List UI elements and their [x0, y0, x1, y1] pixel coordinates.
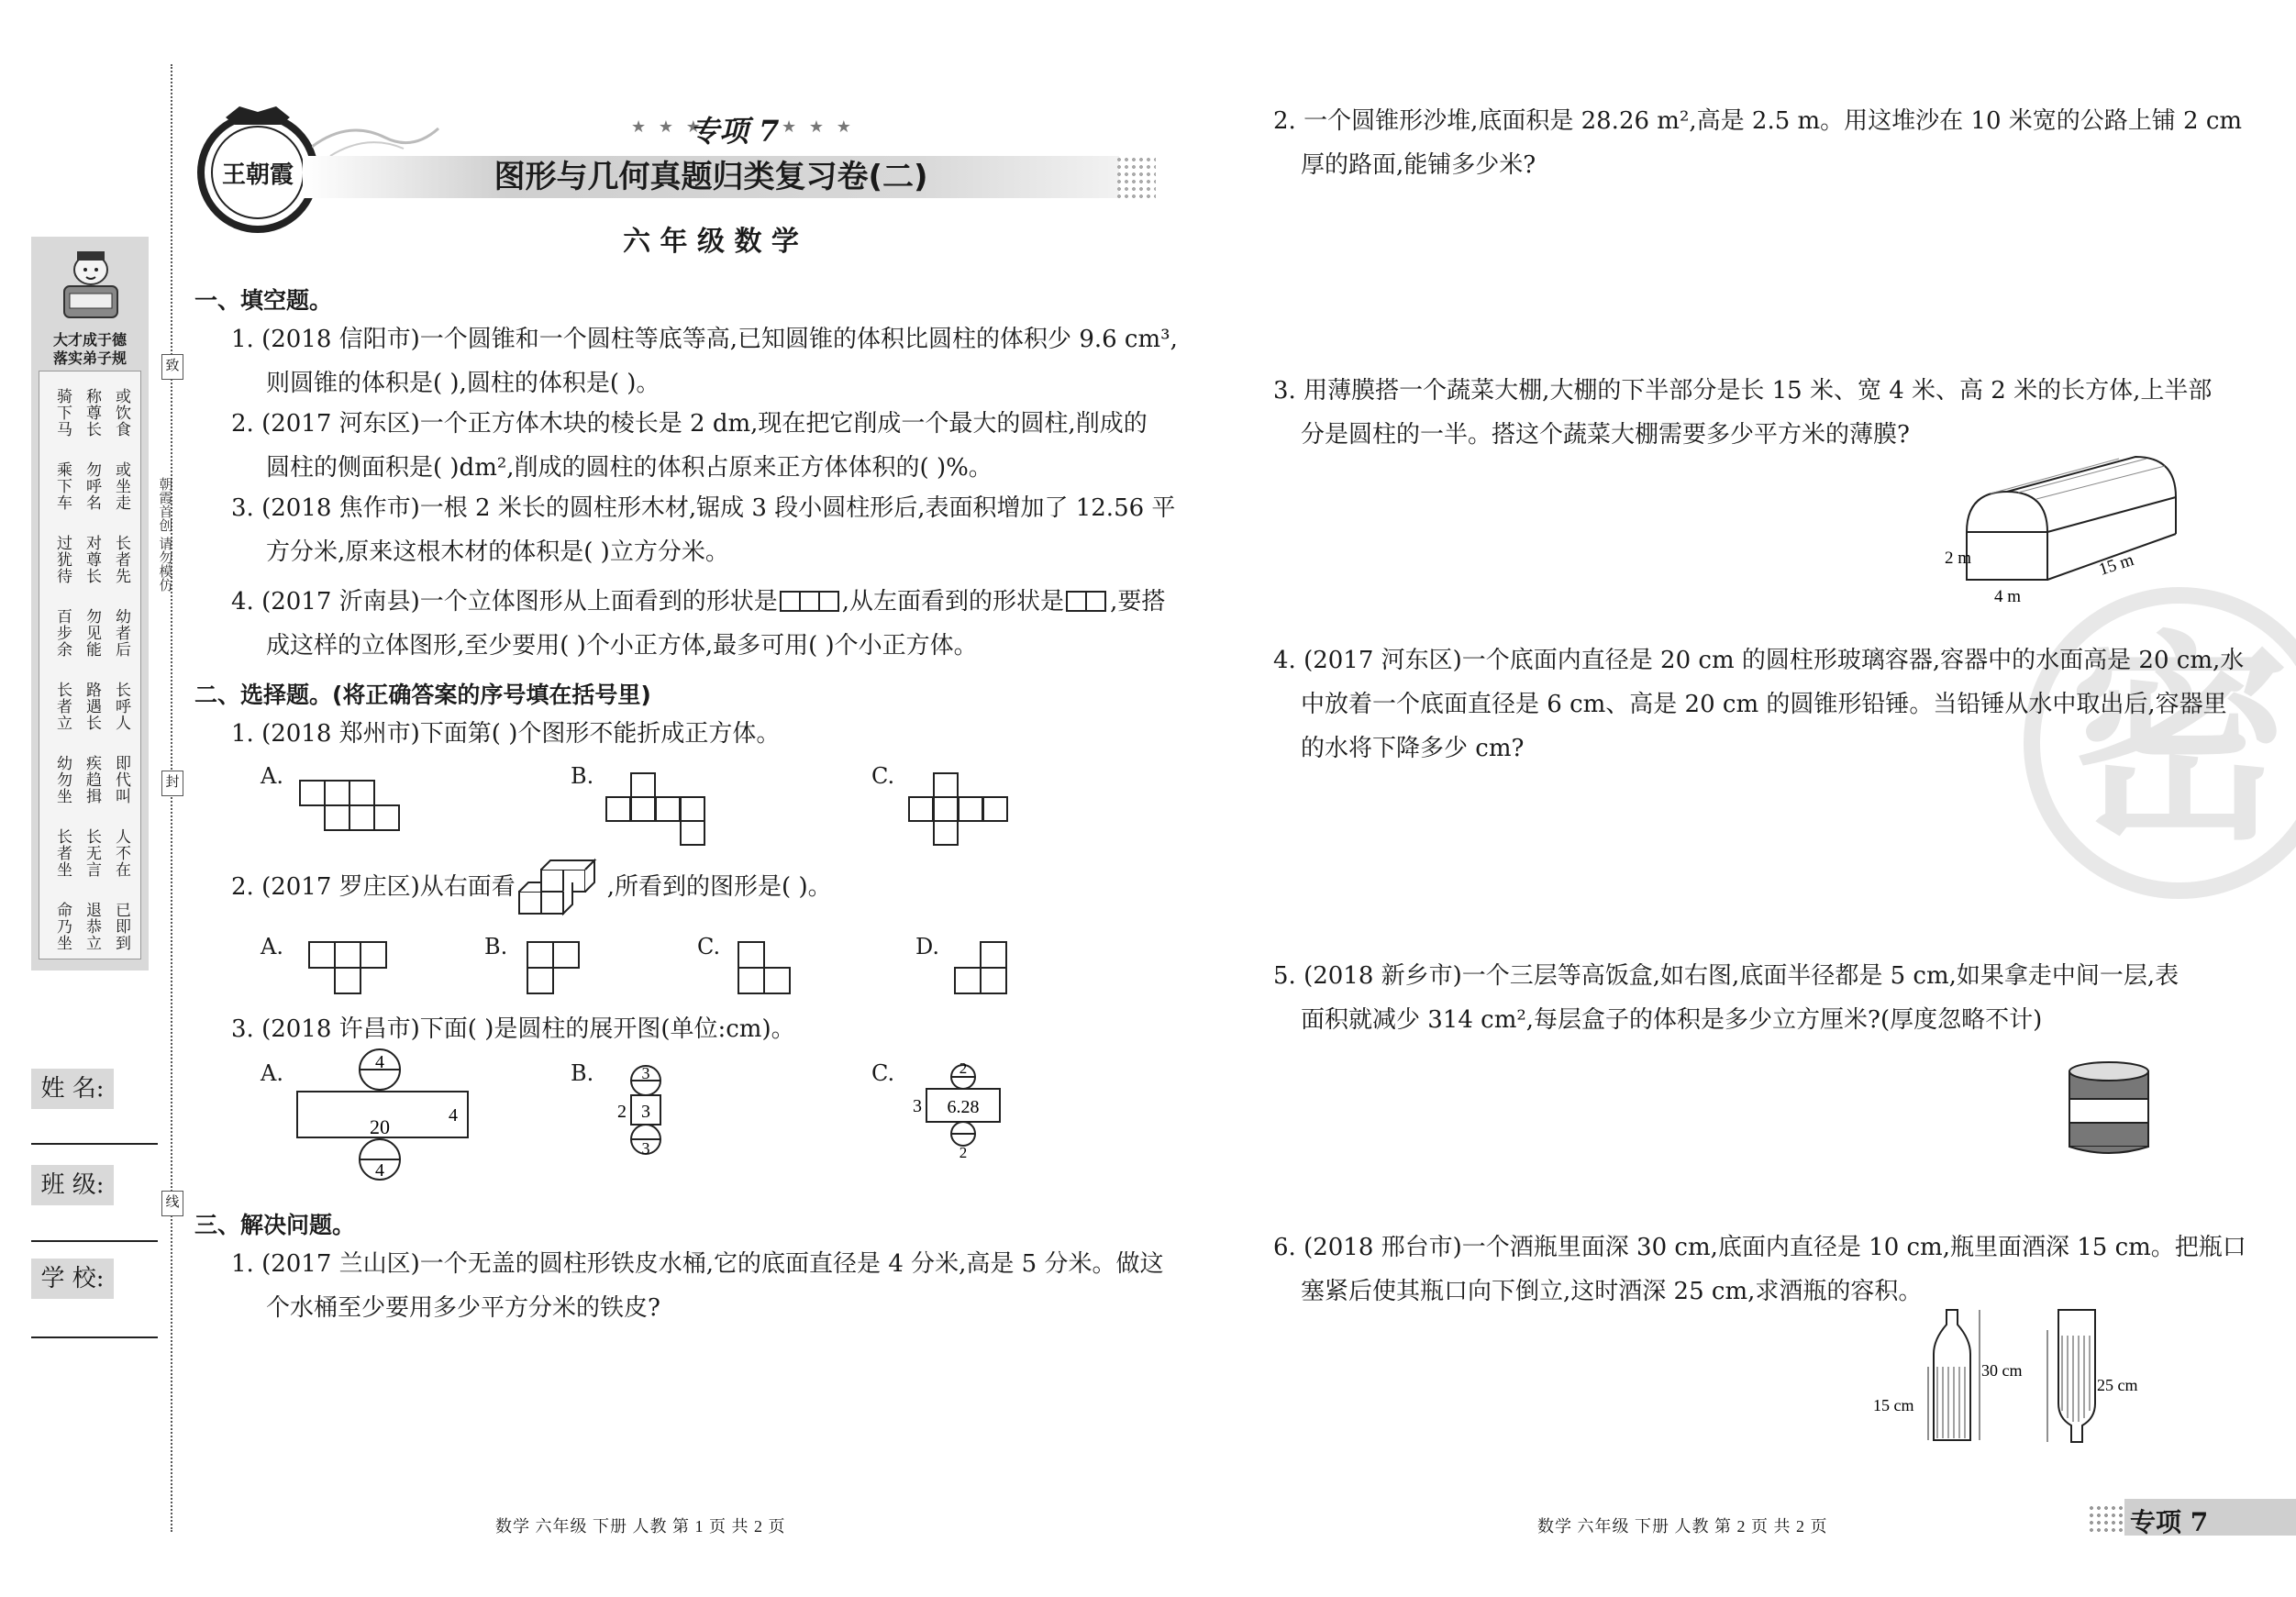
poem-phrase: 长者先 — [112, 535, 130, 584]
choice-1-option-c-label: C. — [871, 763, 895, 789]
name-label-text: 姓 名: — [40, 1075, 105, 1103]
fill-question-3-line-1: 3. (2018 焦作市)一根 2 米长的圆柱形木材,锯成 3 段小圆柱形后,表面积增加了 12.56 平 — [231, 494, 1176, 522]
seal-text: 朝霞首创 请勿模仿 — [157, 477, 174, 592]
poem-phrase: 对尊长 — [83, 535, 101, 584]
choice-2-view-d — [954, 941, 1011, 998]
scholar-illustration — [51, 244, 130, 327]
problem-question-1 — [231, 1242, 1163, 1330]
seal-char-3: 封 — [161, 771, 183, 796]
header-badge: 专项 7 — [690, 114, 780, 149]
footer-tab — [2124, 1499, 2296, 1536]
choice-1-option-b-label: B. — [571, 763, 594, 789]
name-field[interactable] — [31, 1143, 158, 1145]
poem-phrase: 人不在 — [112, 828, 130, 878]
choice-2-option-c-label: C. — [697, 934, 721, 959]
choice-3-net-a — [294, 1048, 473, 1191]
fill-question-1-line-1: 1. (2018 信阳市)一个圆锥和一个圆柱等底等高,已知圆锥的体积比圆柱的体积少 9.6 cm³, — [231, 326, 1178, 353]
fill-question-4-text-b: ,从左面看到的形状是 — [841, 588, 1065, 616]
name-label — [31, 1069, 114, 1109]
school-field[interactable] — [31, 1336, 158, 1338]
choice-question-1: 1. (2018 郑州市)下面第( )个图形不能折成正方体。 — [231, 720, 781, 748]
poem-phrase: 已即到 — [112, 902, 130, 951]
problem-question-2-line-2: 厚的路面,能铺多少米? — [1301, 151, 1536, 179]
poem-phrase: 疾趋揖 — [83, 755, 101, 804]
poem-phrase: 称尊长 — [83, 388, 101, 438]
choice-3-option-c-label: C. — [871, 1060, 895, 1086]
net-c-side-label: 3 — [913, 1096, 922, 1116]
greenhouse-length-label: 15 m — [2096, 549, 2136, 580]
problem-question-1-line-1: 1. (2017 兰山区)一个无盖的圆柱形铁皮水桶,它的底面直径是 4 分米,高是 5 分米。做这 — [231, 1250, 1164, 1278]
problem-question-6 — [1273, 1225, 2246, 1314]
problem-question-6-line-1: 6. (2018 邢台市)一个酒瓶里面深 30 cm,底面内直径是 10 cm,瓶里面酒深 15 cm。把瓶口 — [1273, 1234, 2246, 1261]
bottle-inverted-depth-label: 25 cm — [2097, 1376, 2138, 1394]
seal-vertical-text — [156, 477, 174, 596]
choice-3-net-c — [910, 1062, 1038, 1165]
problem-question-5-line-1: 5. (2018 新乡市)一个三层等高饭盒,如右图,底面半径都是 5 cm,如果拿走中间一层,表 — [1273, 962, 2180, 990]
problem-question-1-line-2: 个水桶至少要用多少平方分米的铁皮? — [266, 1294, 660, 1322]
problem-question-5 — [1273, 954, 2179, 1042]
poem-phrase: 路遇长 — [83, 682, 101, 731]
class-label-text: 班 级: — [40, 1171, 105, 1199]
poem-phrase: 命乃坐 — [53, 902, 72, 951]
problem-question-4 — [1273, 638, 2244, 771]
class-field[interactable] — [31, 1240, 158, 1242]
poem-phrase: 或饮食 — [112, 388, 130, 438]
poem-phrase: 幼者后 — [112, 608, 130, 658]
bottle-figure — [1868, 1303, 2161, 1449]
net-b-side-label: 2 — [617, 1102, 627, 1122]
choice-question-2-text-a: 2. (2017 罗庄区)从右面看 — [231, 873, 516, 901]
poem-phrase: 长者立 — [53, 682, 72, 731]
poem-phrase: 过犹待 — [53, 535, 72, 584]
poem-phrase: 或坐走 — [112, 461, 130, 511]
sidebar-motto-1: 大才成于德 — [52, 331, 127, 349]
problem-question-5-line-2: 面积就减少 314 cm²,每层盒子的体积是多少立方厘米?(厚度忽略不计) — [1301, 1006, 2043, 1034]
poem-phrase: 勿呼名 — [83, 461, 101, 511]
choice-question-2-text-b: ,所看到的图形是( )。 — [606, 873, 832, 901]
page-title: 图形与几何真题归类复习卷(二) — [494, 159, 928, 195]
badge-stars-left: ★ ★ ★ — [631, 117, 704, 137]
problem-question-3-line-2: 分是圆柱的一半。搭这个蔬菜大棚需要多少平方米的薄膜? — [1301, 421, 1910, 449]
net-b-bottom-label: 3 — [641, 1139, 650, 1158]
choice-question-2 — [231, 855, 832, 919]
net-a-mid-label: 20 — [370, 1115, 390, 1138]
choice-3-option-a-label: A. — [261, 1060, 283, 1086]
poem-phrase: 长无言 — [83, 828, 101, 878]
fill-question-3-line-2: 方分米,原来这根木材的体积是( )立方分米。 — [266, 538, 729, 566]
poem-phrase: 乘下车 — [53, 461, 72, 511]
fill-question-4 — [231, 580, 1165, 668]
choice-2-option-d-label: D. — [915, 934, 940, 959]
poem-phrase: 勿见能 — [83, 608, 101, 658]
fill-question-4-line-1 — [231, 580, 1165, 624]
school-label — [31, 1259, 114, 1299]
fill-question-4-text-a: 4. (2017 沂南县)一个立体图形从上面看到的形状是 — [231, 588, 778, 616]
net-c-mid-label: 6.28 — [947, 1097, 980, 1117]
logo-text: 王朝霞 — [221, 161, 294, 189]
choice-1-net-a — [299, 780, 402, 835]
poem-phrase: 退恭立 — [83, 902, 101, 951]
choice-2-view-c — [738, 941, 794, 998]
problem-question-4-line-2: 中放着一个底面直径是 6 cm、高是 20 cm 的圆锥形铅锤。当铅锤从水中取出后,容器里 — [1301, 691, 2227, 718]
left-view-figure — [1066, 588, 1108, 616]
footer-right: 数学 六年级 下册 人教 第 2 页 共 2 页 — [1537, 1517, 1828, 1536]
problem-question-4-line-3: 的水将下降多少 cm? — [1301, 735, 1525, 762]
footer-tab-label: 专项 7 — [2130, 1507, 2209, 1537]
sidebar-motto-2: 落实弟子规 — [52, 349, 127, 367]
fill-question-1-line-2: 则圆锥的体积是( ),圆柱的体积是( )。 — [266, 370, 660, 397]
seal-char-4: 线 — [161, 1191, 183, 1216]
poem-phrase: 百步余 — [53, 608, 72, 658]
footer-tab-dots — [2088, 1504, 2124, 1532]
greenhouse-width-label: 4 m — [1994, 587, 2022, 606]
poem-phrase: 即代叫 — [112, 755, 130, 804]
fill-question-2-line-1: 2. (2017 河东区)一个正方体木块的棱长是 2 dm,现在把它削成一个最大的圆柱,削成的 — [231, 410, 1148, 438]
net-c-top-label: 2 — [959, 1062, 968, 1077]
poem-phrase: 长呼人 — [112, 682, 130, 731]
bottle-wine-depth-label: 15 cm — [1873, 1396, 1914, 1414]
problem-question-3-line-1: 3. 用薄膜搭一个蔬菜大棚,大棚的下半部分是长 15 米、宽 4 米、高 2 米的长方体,上半部 — [1273, 377, 2213, 405]
net-a-top-label: 4 — [375, 1052, 384, 1072]
fill-question-4-text-c: ,要搭 — [1110, 588, 1166, 616]
fill-question-1 — [231, 317, 1178, 405]
class-label — [31, 1165, 114, 1205]
section-multiple-choice: 二、选择题。(将正确答案的序号填在括号里) — [194, 682, 651, 708]
section-fill-blank: 一、填空题。 — [194, 287, 333, 314]
top-view-figure — [780, 588, 840, 616]
choice-2-view-a — [308, 941, 391, 998]
watermark-char: 密 — [2069, 613, 2290, 870]
sidebar-poem — [45, 377, 137, 962]
problem-question-2 — [1273, 99, 2242, 187]
choice-3-net-b — [613, 1062, 686, 1181]
title-bar-dots — [1115, 156, 1156, 198]
net-b-mid-label: 3 — [641, 1102, 650, 1122]
choice-1-net-c — [908, 772, 1011, 846]
greenhouse-height-label: 2 m — [1945, 549, 1972, 568]
poem-phrase: 长者坐 — [53, 828, 72, 878]
sidebar-poem-box — [39, 371, 141, 959]
choice-3-option-b-label: B. — [571, 1060, 594, 1086]
fill-question-3 — [231, 486, 1175, 574]
sidebar-panel — [31, 237, 149, 970]
seal-char-1: 致 — [161, 354, 183, 380]
school-label-text: 学 校: — [40, 1265, 105, 1292]
fill-question-2 — [231, 402, 1148, 490]
problem-question-4-line-1: 4. (2017 河东区)一个底面内直径是 20 cm 的圆柱形玻璃容器,容器中的水面高是 20 cm,水 — [1273, 647, 2245, 674]
margin-dotted-line — [171, 64, 172, 1532]
net-a-bottom-label: 4 — [375, 1160, 384, 1181]
fill-question-2-line-2: 圆柱的侧面积是( )dm²,削成的圆柱的体积占原来正方体体积的( )%。 — [266, 454, 993, 482]
poem-phrase: 幼勿坐 — [53, 755, 72, 804]
footer-left: 数学 六年级 下册 人教 第 1 页 共 2 页 — [495, 1517, 786, 1536]
page-subtitle: 六 年 级 数 学 — [623, 226, 799, 258]
fill-question-4-line-2: 成这样的立体图形,至少要用( )个小正方体,最多可用( )个小正方体。 — [266, 632, 978, 660]
section-problem-solving: 三、解决问题。 — [194, 1212, 356, 1238]
bottle-inner-depth-label: 30 cm — [1981, 1361, 2023, 1380]
choice-1-option-a-label: A. — [261, 763, 283, 789]
badge-stars-right: ★ ★ ★ — [782, 117, 855, 137]
choice-question-3: 3. (2018 许昌市)下面( )是圆柱的展开图(单位:cm)。 — [231, 1015, 795, 1043]
net-a-side-label: 4 — [449, 1105, 458, 1126]
greenhouse-figure — [1917, 444, 2202, 615]
lunchbox-figure — [2064, 1059, 2156, 1159]
choice-2-view-b — [527, 941, 583, 998]
problem-question-2-line-1: 2. 一个圆锥形沙堆,底面积是 28.26 m²,高是 2.5 m。用这堆沙在 10 米宽的公路上铺 2 cm — [1273, 107, 2243, 135]
net-b-top-label: 3 — [641, 1064, 650, 1082]
poem-phrase: 骑下马 — [53, 388, 72, 438]
choice-1-net-b — [605, 772, 708, 846]
problem-question-6-line-2: 塞紧后使其瓶口向下倒立,这时酒深 25 cm,求酒瓶的容积。 — [1301, 1278, 1923, 1305]
net-c-bottom-label: 2 — [959, 1144, 968, 1161]
choice-2-option-a-label: A. — [261, 934, 283, 959]
choice-2-option-b-label: B. — [484, 934, 508, 959]
cube-stack-figure — [516, 855, 607, 919]
